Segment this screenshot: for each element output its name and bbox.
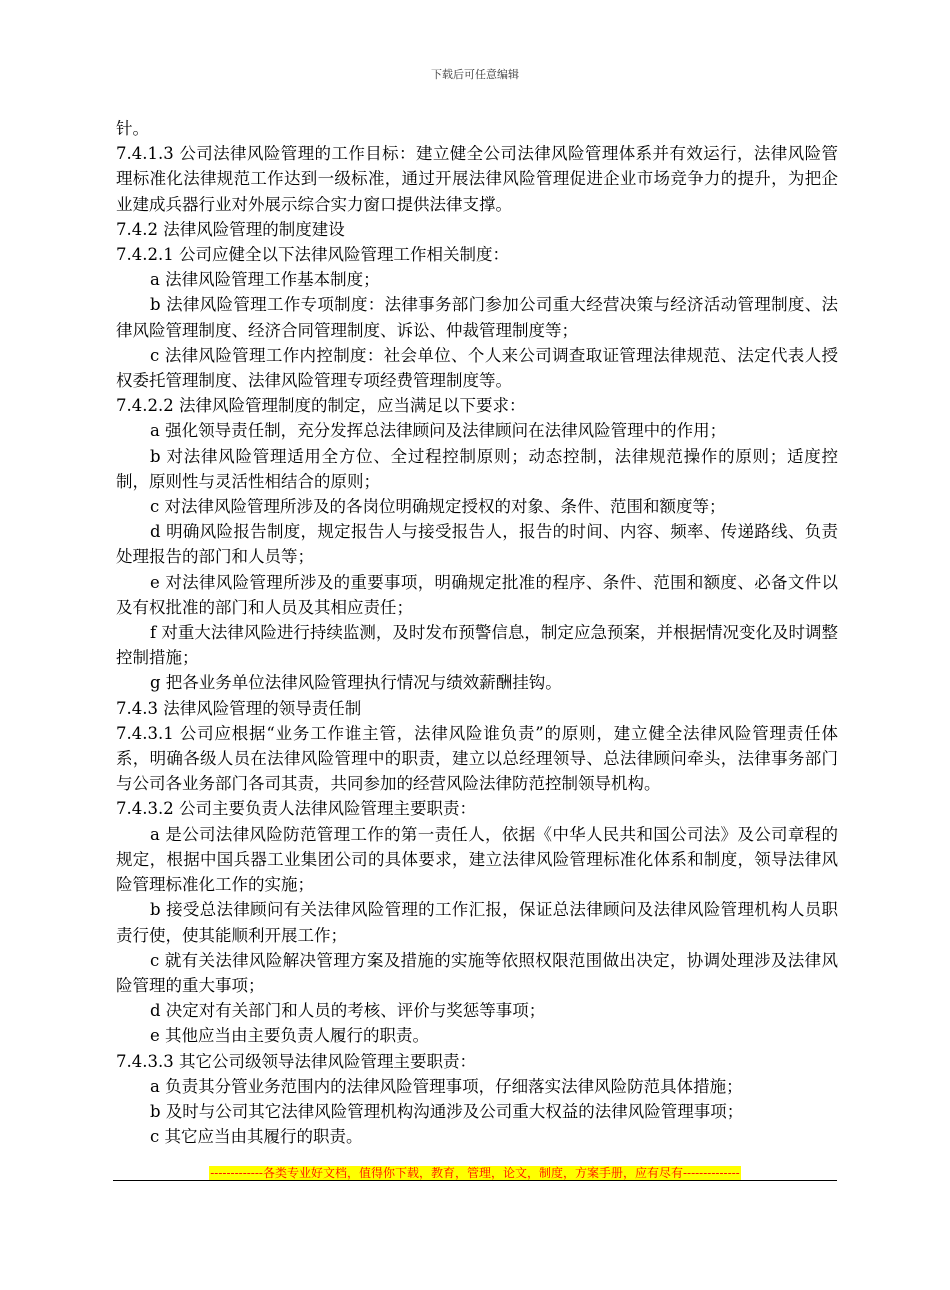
paragraph: d 明确风险报告制度，规定报告人与接受报告人，报告的时间、内容、频率、传递路线、负责处理报告的部门和人员等； bbox=[116, 522, 838, 567]
paragraph: e 对法律风险管理所涉及的重要事项，明确规定批准的程序、条件、范围和额度、必备文件以及有权批准的部门和人员及其相应责任； bbox=[116, 572, 838, 617]
paragraph: 7.4.3.1 公司应根据“业务工作谁主管，法律风险谁负责”的原则，建立健全法律风险管理责任体系，明确各级人员在法律风险管理中的职责，建立以总经理领导、总法律顾问牵头，法律事务部门与公司各业务部门各司其责，共同参加的经营风险法律防范控制领导机构。 bbox=[116, 723, 838, 794]
paragraph: b 对法律风险管理适用全方位、全过程控制原则；动态控制，法律规范操作的原则；适度控制，原则性与灵活性相结合的原则； bbox=[116, 446, 838, 491]
paragraph: 7.4.3.2 公司主要负责人法律风险管理主要职责： bbox=[116, 799, 476, 819]
paragraph: e 其他应当由主要负责人履行的职责。 bbox=[150, 1026, 430, 1046]
footer-divider bbox=[113, 1180, 837, 1181]
paragraph: g 把各业务单位法律风险管理执行情况与绩效薪酬挂钩。 bbox=[150, 673, 562, 693]
paragraph: b 及时与公司其它法律风险管理机构沟通涉及公司重大权益的法律风险管理事项； bbox=[150, 1101, 744, 1121]
paragraph: c 其它应当由其履行的职责。 bbox=[150, 1127, 363, 1147]
paragraph: b 法律风险管理工作专项制度：法律事务部门参加公司重大经营决策与经济活动管理制度、法律风险管理制度、经济合同管理制度、诉讼、仲裁管理制度等； bbox=[116, 295, 838, 340]
paragraph: a 强化领导责任制，充分发挥总法律顾问及法律顾问在法律风险管理中的作用； bbox=[150, 421, 727, 441]
page-header: 下载后可任意编辑 bbox=[431, 68, 519, 81]
paragraph: 针。 bbox=[116, 119, 149, 138]
paragraph: f 对重大法律风险进行持续监测，及时发布预警信息，制定应急预案，并根据情况变化及时调整控制措施； bbox=[116, 623, 838, 668]
paragraph: 7.4.2 法律风险管理的制度建设 bbox=[116, 219, 345, 239]
paragraph: b 接受总法律顾问有关法律风险管理的工作汇报，保证总法律顾问及法律风险管理机构人员职责行使，使其能顺利开展工作； bbox=[116, 900, 838, 945]
footer-text: -------------各类专业好文档，值得你下载，教育，管理，论文，制度，方案手册，应有尽有-------------- bbox=[210, 1166, 740, 1180]
paragraph: 7.4.2.1 公司应健全以下法律风险管理工作相关制度： bbox=[116, 245, 509, 265]
paragraph: c 就有关法律风险解决管理方案及措施的实施等依照权限范围做出决定，协调处理涉及法律风险管理的重大事项； bbox=[116, 950, 838, 995]
footer-banner bbox=[0, 1162, 950, 1181]
paragraph: a 负责其分管业务范围内的法律风险管理事项，仔细落实法律风险防范具体措施； bbox=[150, 1076, 743, 1096]
paragraph: c 法律风险管理工作内控制度：社会单位、个人来公司调查取证管理法律规范、法定代表人授权委托管理制度、法律风险管理专项经费管理制度等。 bbox=[116, 345, 838, 391]
paragraph: 7.4.3.3 其它公司级领导法律风险管理主要职责： bbox=[116, 1051, 476, 1071]
document-body bbox=[116, 116, 838, 1149]
paragraph: 7.4.3 法律风险管理的领导责任制 bbox=[116, 698, 362, 718]
paragraph: a 法律风险管理工作基本制度； bbox=[150, 270, 380, 290]
paragraph: 7.4.1.3 公司法律风险管理的工作目标：建立健全公司法律风险管理体系并有效运行，法律风险管理标准化法律规范工作达到一级标准，通过开展法律风险管理促进企业市场竞争力的提升，为把企业建成兵器行业对外展示综合实力窗口提供法律支撑。 bbox=[116, 144, 838, 214]
paragraph: a 是公司法律风险防范管理工作的第一责任人，依据《中华人民共和国公司法》及公司章程的规定，根据中国兵器工业集团公司的具体要求，建立法律风险管理标准化体系和制度，领导法律风险管理标准化工作的实施； bbox=[116, 824, 838, 895]
paragraph: 7.4.2.2 法律风险管理制度的制定，应当满足以下要求： bbox=[116, 396, 526, 416]
paragraph: d 决定对有关部门和人员的考核、评价与奖惩等事项； bbox=[150, 1001, 546, 1021]
paragraph: c 对法律风险管理所涉及的各岗位明确规定授权的对象、条件、范围和额度等； bbox=[150, 497, 726, 517]
